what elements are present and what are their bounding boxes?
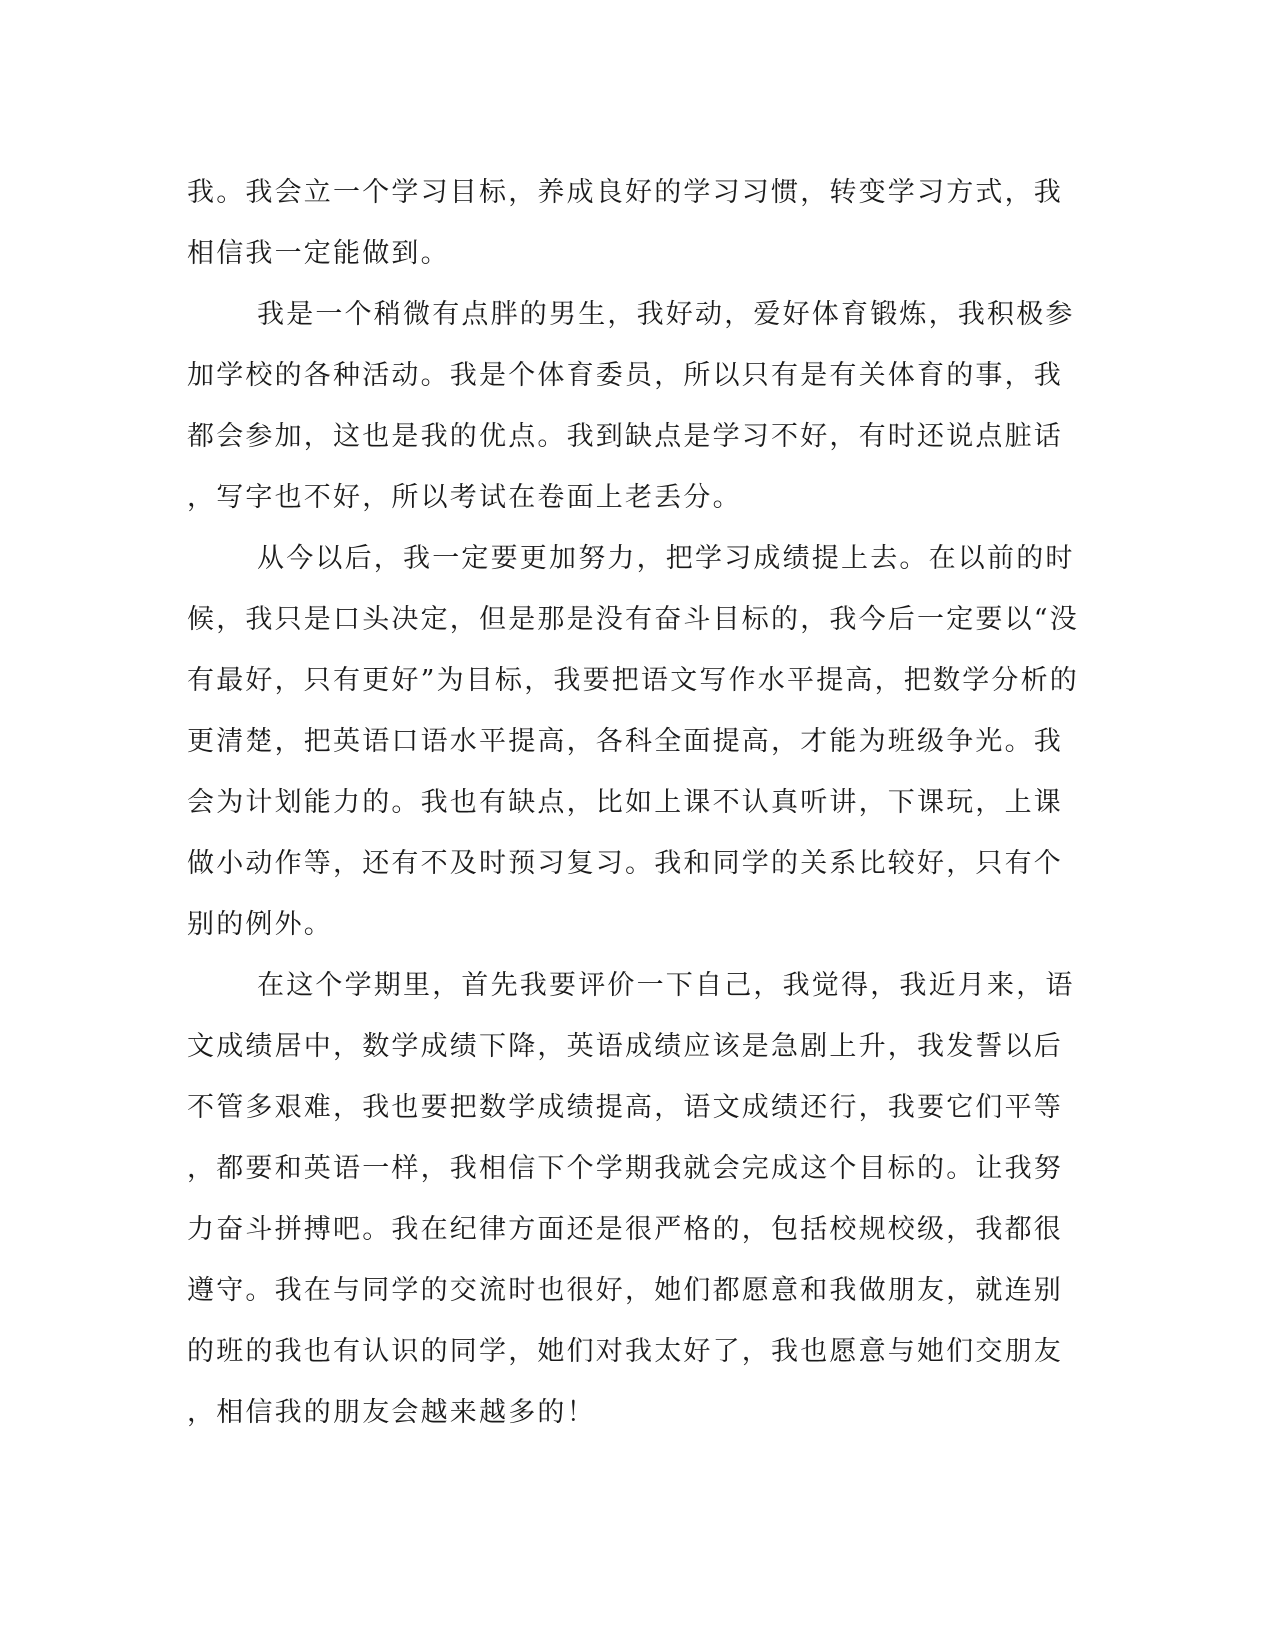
- text-line-5: 都会参加，这也是我的优点。我到缺点是学习不好，有时还说点脏话: [187, 421, 1063, 452]
- paragraph-start-line: 在这个学期里，首先我要评价一下自己，我觉得，我近月来，语: [257, 970, 1075, 1001]
- text-line-11: 会为计划能力的。我也有缺点，比如上课不认真听讲，下课玩，上课: [187, 787, 1063, 818]
- text-line-10: 更清楚，把英语口语水平提高，各科全面提高，才能为班级争光。我: [187, 726, 1063, 757]
- text-line-1: 我。我会立一个学习目标，养成良好的学习习惯，转变学习方式，我: [187, 177, 1063, 208]
- text-line-13: 别的例外。: [187, 909, 333, 940]
- text-line-8: 候，我只是口头决定，但是那是没有奋斗目标的，我今后一定要以“没: [187, 604, 1080, 635]
- text-line-6: ，写字也不好，所以考试在卷面上老丢分。: [187, 482, 742, 513]
- text-line-12: 做小动作等，还有不及时预习复习。我和同学的关系比较好，只有个: [187, 848, 1063, 879]
- text-line-4: 加学校的各种活动。我是个体育委员，所以只有是有关体育的事，我: [187, 360, 1063, 391]
- text-line-2: 相信我一定能做到。: [187, 238, 450, 269]
- text-line-20: 的班的我也有认识的同学，她们对我太好了，我也愿意与她们交朋友: [187, 1336, 1063, 1367]
- text-line-21: ，相信我的朋友会越来越多的！: [187, 1397, 596, 1428]
- text-line-16: 不管多艰难，我也要把数学成绩提高，语文成绩还行，我要它们平等: [187, 1092, 1063, 1123]
- text-line-18: 力奋斗拼搏吧。我在纪律方面还是很严格的，包括校规校级，我都很: [187, 1214, 1063, 1245]
- text-line-19: 遵守。我在与同学的交流时也很好，她们都愿意和我做朋友，就连别: [187, 1275, 1063, 1306]
- paragraph-start-line: 我是一个稍微有点胖的男生，我好动，爱好体育锻炼，我积极参: [257, 299, 1075, 330]
- paragraph-start-line: 从今以后，我一定要更加努力，把学习成绩提上去。在以前的时: [257, 543, 1075, 574]
- body-text: [187, 162, 1087, 1443]
- text-line-17: ，都要和英语一样，我相信下个学期我就会完成这个目标的。让我努: [187, 1153, 1063, 1184]
- text-line-9: 有最好，只有更好”为目标，我要把语文写作水平提高，把数学分析的: [187, 665, 1080, 696]
- text-line-15: 文成绩居中，数学成绩下降，英语成绩应该是急剧上升，我发誓以后: [187, 1031, 1063, 1062]
